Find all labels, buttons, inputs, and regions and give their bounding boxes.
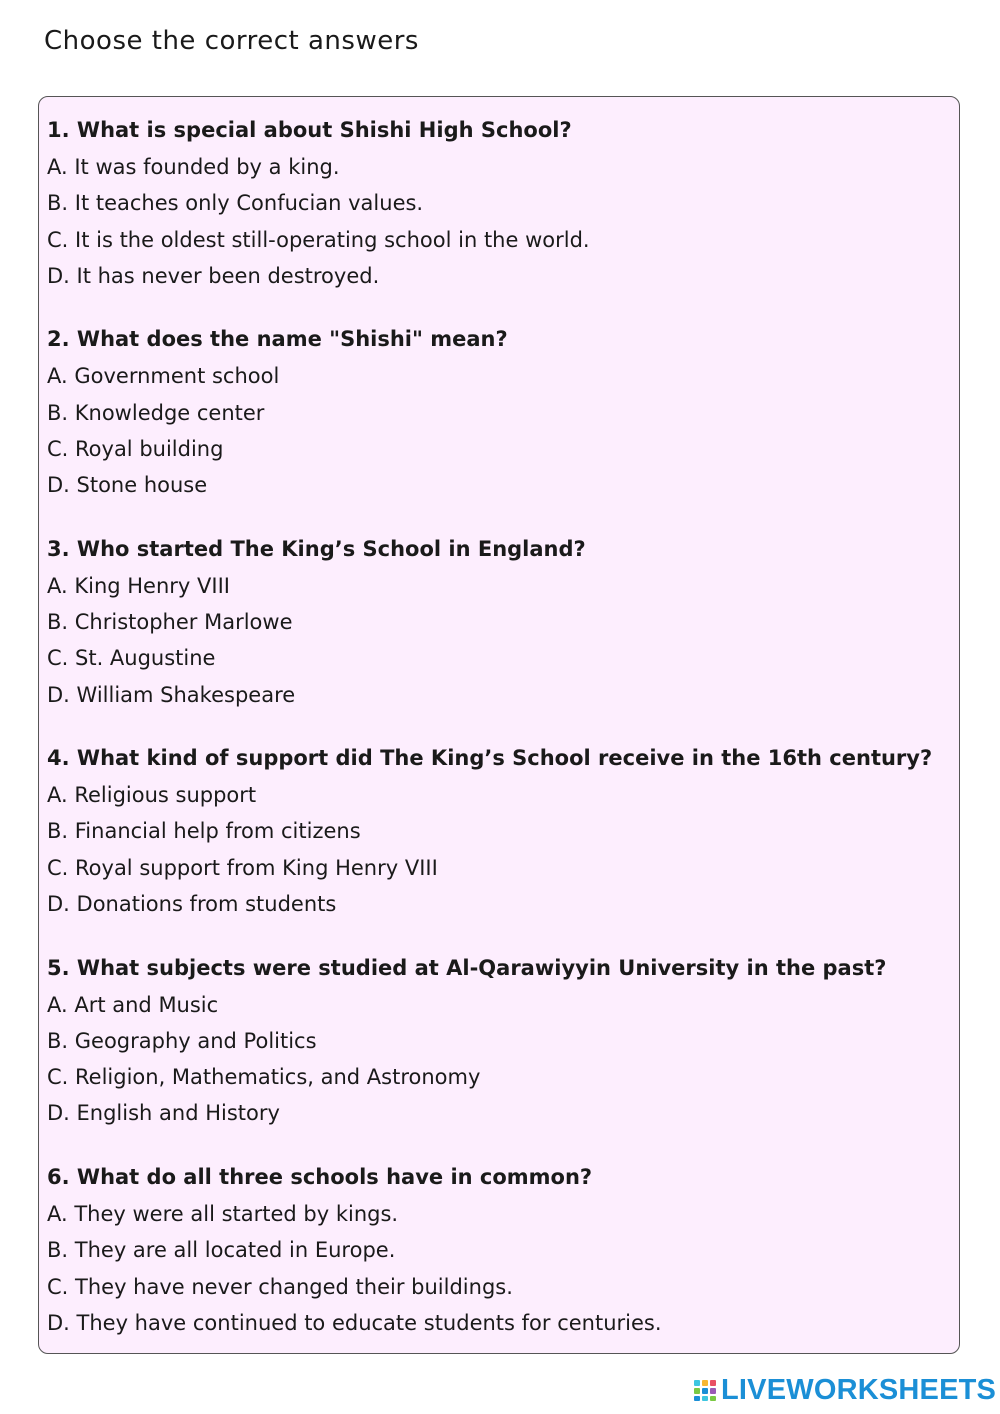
answer-option[interactable]: D. Donations from students [47, 892, 337, 917]
answer-option[interactable]: D. It has never been destroyed. [47, 263, 380, 288]
question-2 [47, 320, 951, 529]
question-5 [47, 949, 951, 1158]
question-text: 4. What kind of support did The King’s School receive in the 16th century? [47, 746, 933, 771]
answer-option[interactable]: A. King Henry VIII [47, 573, 230, 598]
page-title: Choose the correct answers [44, 26, 419, 56]
question-1 [47, 111, 951, 320]
question-3 [47, 530, 951, 739]
answer-option[interactable]: C. They have never changed their buildings. [47, 1274, 513, 1299]
question-text: 1. What is special about Shishi High School? [47, 118, 572, 142]
answer-option[interactable]: B. Geography and Politics [47, 1028, 317, 1053]
answer-option[interactable]: A. They were all started by kings. [47, 1201, 399, 1226]
question-text: 2. What does the name "Shishi" mean? [47, 327, 508, 352]
answer-option[interactable]: C. Royal building [47, 436, 224, 461]
answer-option[interactable]: B. They are all located in Europe. [47, 1238, 396, 1263]
answer-option[interactable]: B. Financial help from citizens [47, 819, 361, 844]
answer-option[interactable]: B. Christopher Marlowe [47, 610, 293, 635]
brand-name: LIVEWORKSHEETS [721, 1373, 997, 1406]
question-text: 6. What do all three schools have in common? [47, 1164, 593, 1189]
answer-option[interactable]: A. Government school [47, 364, 280, 389]
answer-option[interactable]: A. Art and Music [47, 992, 219, 1017]
answer-option[interactable]: B. Knowledge center [47, 400, 265, 425]
liveworksheets-logo-icon [693, 1378, 717, 1402]
answer-option[interactable]: D. Stone house [47, 473, 208, 498]
answer-option[interactable]: B. It teaches only Confucian values. [47, 191, 424, 216]
answer-option[interactable]: A. It was founded by a king. [47, 155, 340, 179]
question-text: 5. What subjects were studied at Al-Qarawiyyin University in the past? [47, 955, 887, 980]
quiz-box [38, 96, 960, 1354]
answer-option[interactable]: D. William Shakespeare [47, 682, 296, 707]
answer-option[interactable]: C. Religion, Mathematics, and Astronomy [47, 1065, 481, 1090]
question-6 [47, 1158, 951, 1367]
question-text: 3. Who started The King’s School in England? [47, 536, 586, 561]
question-4 [47, 739, 951, 948]
answer-option[interactable]: C. Royal support from King Henry VIII [47, 855, 438, 880]
liveworksheets-brand[interactable] [693, 1373, 996, 1407]
answer-option[interactable]: C. St. Augustine [47, 646, 216, 671]
answer-option[interactable]: D. English and History [47, 1101, 280, 1126]
answer-option[interactable]: A. Religious support [47, 783, 257, 808]
answer-option[interactable]: C. It is the oldest still-operating school in the world. [47, 227, 590, 252]
answer-option[interactable]: D. They have continued to educate students for centuries. [47, 1310, 662, 1335]
